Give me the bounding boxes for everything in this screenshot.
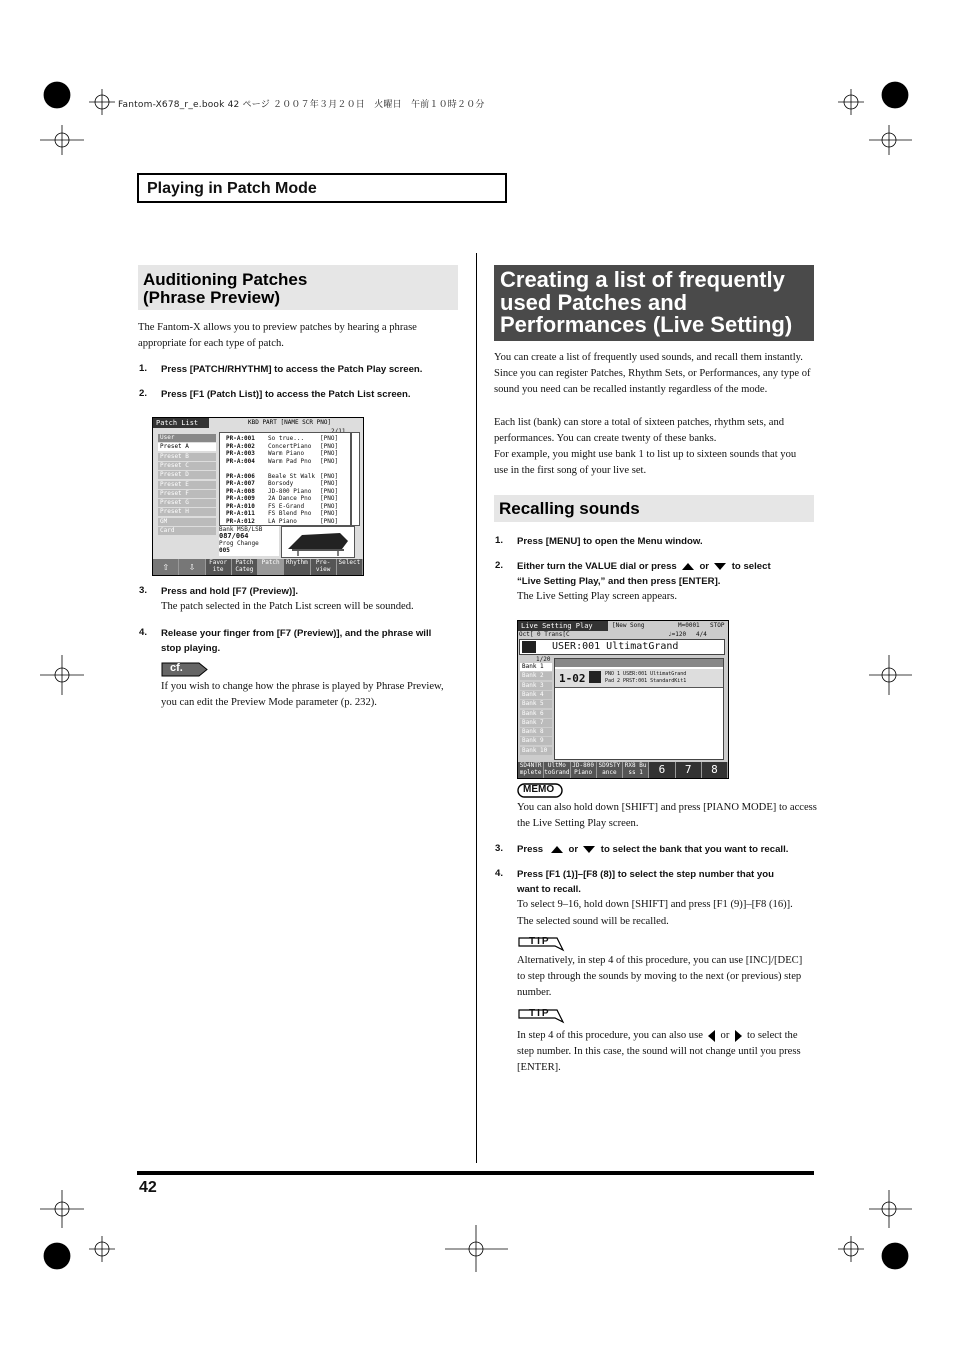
step-text: Press [F1 (Patch List)] to access the Patch List screen. [161, 389, 411, 400]
right-heading-line2: used Patches and [500, 290, 688, 315]
function-button-5[interactable]: Patch [258, 559, 284, 575]
patch-cat: [PNO] [320, 480, 339, 487]
patch-group-5[interactable]: Preset E [158, 481, 216, 489]
bank-item-10[interactable]: Bank 10 [520, 747, 552, 755]
step-body: The selected sound will be recalled. [517, 916, 669, 927]
tip-label: TIP [529, 936, 551, 947]
cf-label: cf. [170, 662, 183, 674]
patch-group-10[interactable]: Card [158, 527, 216, 535]
cf-body: If you wish to change how the phrase is played by Phrase Preview, you can edit the Preview Mode parameter (p. 232). [161, 681, 444, 708]
tip-text-part: to select the step number. In this case, the sound will not change until you press [ENTER]. [517, 1030, 801, 1073]
screen-title: Live Setting Play [518, 621, 608, 631]
down-arrow-icon [583, 846, 595, 853]
step-number: 3. [495, 843, 504, 854]
step-text [517, 559, 817, 574]
patch-list-screen [152, 417, 364, 576]
bank-value: 087/064 [219, 532, 249, 540]
tip-body [517, 1028, 812, 1076]
right-para2: Each list (bank) can store a total of sixteen patches, rhythm sets, and performances. You can create twenty of these banks. [494, 417, 785, 444]
oct-trans: Oct[ 0 Trans[C [519, 631, 570, 638]
step-body: The patch selected in the Patch List screen will be sounded. [161, 601, 414, 612]
patch-name: Warm Piano [268, 450, 305, 457]
patch-cat: [PNO] [320, 457, 339, 465]
tip-text-part: In step 4 of this procedure, you can also use [517, 1030, 703, 1041]
function-button-1[interactable]: ⇧ [153, 559, 179, 575]
step-number: 4. [495, 868, 504, 879]
step-number: 2. [495, 560, 504, 571]
step-text-part: or [568, 844, 579, 855]
patch-cat: [PNO] [320, 465, 339, 472]
step-number: 3. [139, 585, 148, 596]
bank-item-6[interactable]: Bank 6 [520, 710, 552, 718]
patch-name: Beale St Walk [268, 472, 315, 480]
patch-id: PR-A:006 [226, 472, 255, 480]
memo-label: MEMO [523, 784, 555, 795]
step-button-6[interactable]: 6 [649, 762, 675, 778]
bank-item-5[interactable]: Bank 5 [520, 700, 552, 708]
step-button-4[interactable]: SD9STY ance [597, 762, 623, 778]
patch-id: PR-A:005 [226, 465, 255, 472]
measure: M=0001 [678, 622, 700, 629]
bank-item-2[interactable]: Bank 2 [520, 672, 552, 680]
bank-info [219, 526, 279, 556]
up-arrow-icon [551, 846, 563, 853]
bank-item-3[interactable]: Bank 3 [520, 682, 552, 690]
function-button-7[interactable]: Pre- view [311, 559, 337, 575]
patch-id: PR-A:002 [226, 442, 255, 450]
tip-badge [517, 1008, 565, 1024]
keyboard-icon [522, 641, 536, 653]
keyboard-icon [589, 671, 601, 683]
patch-cat: [PNO] [320, 495, 339, 502]
bank-item-8[interactable]: Bank 8 [520, 728, 552, 736]
patch-group-7[interactable]: Preset G [158, 499, 216, 507]
patch-name: FS Blend Pno [268, 510, 312, 517]
function-button-2[interactable]: ⇩ [179, 559, 205, 575]
patch-id: PR-A:001 [226, 435, 255, 442]
memo-body: You can also hold down [SHIFT] and press [PIANO MODE] to access the Live Setting Play screen. [517, 802, 817, 829]
right-heading-line1: Creating a list of frequently [500, 267, 785, 292]
prog-label: Prog Change [219, 540, 259, 547]
step-text: Press [F1 (1)]–[F8 (8)] to select the step number that you [517, 869, 774, 880]
step-text: Press [PATCH/RHYTHM] to access the Patch Play screen. [161, 364, 423, 375]
stop-status: STOP [710, 622, 725, 629]
patch-group-8[interactable]: Preset H [158, 508, 216, 516]
scrollbar[interactable] [351, 432, 360, 526]
patch-cat: [PNO] [320, 472, 339, 480]
patch-name: So true... [268, 435, 305, 442]
page-number: 42 [139, 1179, 157, 1196]
right-arrow-icon [735, 1030, 742, 1042]
left-arrow-icon [708, 1030, 715, 1042]
patch-header [519, 639, 725, 655]
left-intro: The Fantom-X allows you to preview patches by hearing a phrase appropriate for each type of patch. [138, 322, 417, 349]
patch-id: PR-A:003 [226, 450, 255, 457]
step-button-2[interactable]: UltMo toGrand [544, 762, 570, 776]
patch-name: Borsody [268, 480, 294, 487]
function-button-8[interactable]: Select [337, 559, 363, 575]
bank-item-9[interactable]: Bank 9 [520, 737, 552, 745]
patch-id: PR-A:010 [226, 502, 255, 510]
patch-group-6[interactable]: Preset F [158, 490, 216, 498]
column-divider [476, 253, 477, 1163]
patch-name: Warm SCP Pno [268, 465, 312, 472]
step-text-part: to select the bank that you want to recall. [600, 844, 789, 855]
step-number: 1. [139, 363, 148, 374]
patch-id: PR-A:012 [226, 517, 255, 525]
piano-image [281, 526, 355, 558]
step-button-8[interactable]: 8 [702, 762, 728, 778]
patch-cat: [PNO] [320, 442, 339, 450]
step-text-part: or [699, 561, 710, 572]
step-number-display: 1-02 [559, 672, 586, 685]
patch-name: USER:001 UltimatGrand [552, 641, 679, 652]
patch-cat: [PNO] [320, 450, 339, 457]
bank-item-4[interactable]: Bank 4 [520, 691, 552, 699]
cf-badge [161, 662, 209, 677]
patch-id: PR-A:007 [226, 480, 255, 487]
step-area [554, 658, 724, 760]
beat: 4/4 [696, 631, 707, 638]
song-name: [New Song [612, 622, 645, 629]
step-text: want to recall. [517, 884, 581, 895]
patch-name: FS E-Grand [268, 502, 305, 510]
step-number: 1. [495, 535, 504, 546]
bank-label: Bank MSB/LSB [219, 526, 263, 533]
section-title-box [137, 173, 507, 203]
step-body: The Live Setting Play screen appears. [517, 591, 678, 602]
patch-cat: [PNO] [320, 517, 339, 525]
patch-id: PR-A:011 [226, 510, 255, 517]
step-text: Release your finger from [F7 (Preview)], and the phrase will [161, 628, 432, 639]
patch-group-0[interactable]: User [158, 434, 216, 442]
recalling-heading-text: Recalling sounds [499, 499, 640, 518]
patch-group-4[interactable]: Preset D [158, 471, 216, 479]
up-arrow-icon [682, 563, 694, 570]
right-para1: You can create a list of frequently used sounds, and recall them instantly. Since you can register Patches, Rhythm Sets, or Performances, any type of sound you need can be recalled instantly regardless of the mode. [494, 352, 811, 395]
patch-name: Warm Pad Pno [268, 457, 312, 465]
function-button-3[interactable]: Favor ite [206, 559, 232, 575]
patch-name: ConcertPiano [268, 442, 312, 450]
step-text [517, 842, 827, 857]
patch-group-1[interactable]: Preset A [158, 443, 216, 451]
tip-badge [517, 936, 565, 952]
patch-id: PR-A:004 [226, 457, 255, 465]
patch-name: LA Piano [268, 517, 297, 525]
right-heading-line3: Performances (Live Setting) [500, 312, 793, 337]
step-button-1[interactable]: SD4NTR mplete [518, 762, 544, 778]
bank-page: 1/20 [536, 656, 551, 663]
tempo: ♩=120 [668, 631, 687, 638]
step-tabs [555, 659, 723, 667]
patch-id: PR-A:009 [226, 495, 255, 502]
patch-id: PR-A:008 [226, 487, 255, 495]
step-number: 4. [139, 627, 148, 638]
patch-group-2[interactable]: Preset B [158, 453, 216, 461]
left-heading [138, 265, 458, 310]
step-text-part: to select [731, 561, 771, 572]
patch-name: JD-800 Piano [268, 487, 312, 495]
footer-rule [137, 1171, 814, 1175]
memo-badge [517, 783, 563, 798]
entry-1: PNO 1 USER:001 UltimatGrand [605, 671, 687, 677]
patch-name: 2A Dance Pno [268, 495, 312, 502]
patch-list-box [219, 432, 351, 526]
patch-cat: [PNO] [320, 510, 339, 517]
down-arrow-icon [714, 563, 726, 570]
tip-body: Alternatively, in step 4 of this procedure, you can use [INC]/[DEC] to step through the sounds by moving to the next (or previous) step number. [517, 955, 803, 998]
right-heading [494, 265, 814, 341]
left-heading-line2: (Phrase Preview) [143, 288, 281, 307]
function-button-4[interactable]: Patch Categ [232, 559, 258, 575]
step-button-7[interactable]: 7 [676, 762, 702, 778]
function-button-6[interactable]: Rhythm [284, 559, 310, 575]
recalling-heading [494, 495, 814, 522]
patch-cat: [PNO] [320, 502, 339, 510]
file-header: Fantom-X678_r_e.book 42 ページ ２００７年３月２０日 火曜日 午前１０時２０分 [118, 100, 485, 110]
section-title: Playing in Patch Mode [147, 180, 317, 197]
step-text: Press and hold [F7 (Preview)]. [161, 586, 299, 597]
step-text-part: Press [517, 844, 544, 855]
live-setting-screen [517, 620, 729, 779]
left-heading-line1: Auditioning Patches [143, 270, 308, 289]
entry-2: Pad 2 PRST:001 StandardKit1 [605, 678, 687, 684]
prog-value: 005 [219, 547, 230, 554]
step-button-3[interactable]: JD-800 Piano [571, 762, 597, 778]
bank-item-1[interactable]: Bank 1 [520, 663, 552, 671]
tip-text-part: or [720, 1030, 730, 1041]
patch-group-9[interactable]: GM [158, 518, 216, 526]
step-text: “Live Setting Play,” and then press [ENTER]. [517, 576, 721, 587]
right-para3: For example, you might use bank 1 to list up to sixteen sounds that you use in the first song of your live set. [494, 449, 797, 476]
bank-item-7[interactable]: Bank 7 [520, 719, 552, 727]
step-button-5[interactable]: RX8 Bu ss 1 [623, 762, 649, 778]
step-text: stop playing. [161, 643, 221, 654]
patch-group-3[interactable]: Preset C [158, 462, 216, 470]
step-row[interactable] [555, 669, 723, 688]
step-number: 2. [139, 388, 148, 399]
step-text: Press [MENU] to open the Menu window. [517, 536, 703, 547]
step-body: To select 9–16, hold down [SHIFT] and press [F1 (9)]–[F8 (16)]. [517, 899, 793, 910]
patch-cat: [PNO] [320, 435, 339, 442]
screen-title: Patch List [153, 418, 209, 428]
tip-label: TIP [529, 1008, 551, 1019]
screen-tabs: KBD PART [NAME SCR PNO] [248, 419, 332, 426]
patch-cat: [PNO] [320, 487, 339, 495]
step-text-part: Either turn the VALUE dial or press [517, 561, 677, 572]
